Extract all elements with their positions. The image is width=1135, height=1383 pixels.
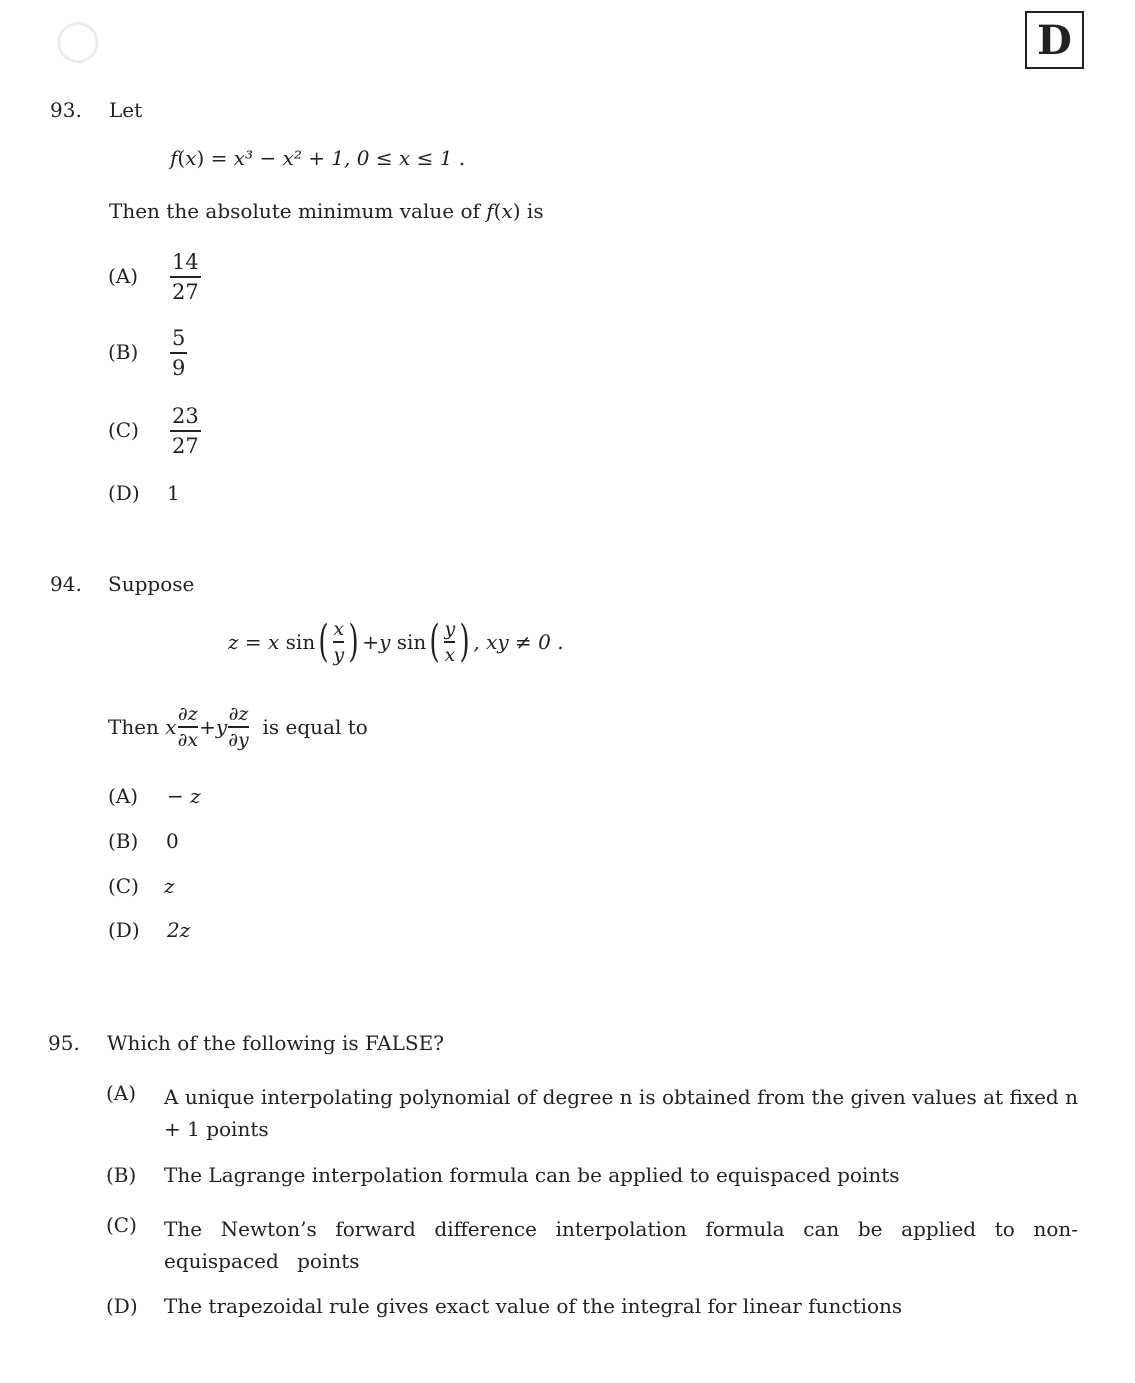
q93-option-b-label: (B) [108, 340, 139, 364]
q94-option-b-label: (B) [108, 829, 139, 853]
q93-option-c-label: (C) [108, 418, 139, 442]
denominator: y [333, 643, 345, 666]
q95-option-a-text: A unique interpolating polynomial of degree n is obtained from the given values at fixed n + 1 points [164, 1085, 1078, 1141]
denominator: x [444, 643, 456, 666]
q95-option-a-label: (A) [106, 1081, 137, 1105]
q95-option-b-label: (B) [106, 1163, 137, 1187]
fraction-numerator: 14 [172, 250, 199, 274]
formula-sin-1: sin [285, 629, 316, 654]
q93-option-a-fraction [170, 248, 201, 306]
numerator: y [444, 618, 456, 640]
q95-option-b-text: The Lagrange interpolation formula can be applied to equispaced points [164, 1163, 900, 1187]
stem-f: f [486, 199, 494, 223]
q94-option-c-label: (C) [108, 874, 139, 898]
formula-equals: = [244, 629, 262, 654]
formula-y-over-x [444, 617, 455, 667]
question-94-formula: z = x sin ( x y ) + y sin ( y x ) , xy ≠ 0 . [228, 615, 564, 667]
stem-y: y [215, 714, 228, 739]
question-94-intro: Suppose [108, 572, 195, 596]
question-94-then-text: Then [108, 714, 159, 739]
question-93-then-text: Then the absolute minimum value of [109, 199, 480, 223]
numerator: ∂z [177, 703, 198, 725]
formula-y: y [379, 629, 391, 654]
q94-option-b-value: 0 [166, 829, 179, 853]
q93-option-d-value: 1 [167, 481, 180, 505]
fraction-denominator: 27 [172, 279, 199, 304]
question-94-equal-to: is equal to [262, 714, 368, 739]
formula-rhs: x³ − x² + 1, 0 ≤ x ≤ 1 . [233, 146, 466, 170]
numerator: x [333, 618, 345, 640]
formula-sin-2: sin [396, 629, 427, 654]
q95-option-c-label: (C) [106, 1213, 137, 1237]
paper-code-box: D [1025, 11, 1084, 69]
q93-option-c-fraction [170, 402, 201, 460]
formula-condition: , xy ≠ 0 . [473, 629, 564, 654]
faded-stamp-mark: ◯ [55, 16, 101, 63]
question-93-is-text: is [526, 199, 544, 223]
stem-dz-dx [178, 702, 199, 752]
formula-f: f [170, 146, 178, 170]
fraction-numerator: 23 [172, 404, 199, 428]
q95-option-c-text: The Newton’s forward difference interpolation formula can be applied to non-equispaced points [164, 1217, 1078, 1273]
stem-x: x [165, 714, 177, 739]
question-93-stem: Then the absolute minimum value of f ( x ) is [109, 199, 544, 223]
q95-option-d-label: (D) [106, 1294, 138, 1318]
question-95-number: 95. [48, 1031, 80, 1055]
question-93-number: 93. [50, 98, 82, 122]
denominator: ∂y [228, 728, 249, 751]
q94-option-d-value: 2z [167, 918, 191, 942]
question-93-intro: Let [109, 98, 143, 122]
denominator: ∂x [177, 728, 199, 751]
question-94-stem [108, 702, 368, 752]
q93-option-d-label: (D) [108, 481, 140, 505]
stem-x: x [501, 199, 513, 223]
fraction-numerator: 5 [172, 326, 186, 350]
question-93-formula: f ( x ) = x³ − x² + 1, 0 ≤ x ≤ 1 . [170, 146, 466, 170]
formula-x-over-y [333, 617, 344, 667]
fraction-denominator: 9 [172, 355, 186, 380]
question-95-text: Which of the following is FALSE? [107, 1031, 444, 1055]
q93-option-a-label: (A) [108, 264, 139, 288]
stem-dz-dy [228, 702, 249, 752]
q95-option-d-text: The trapezoidal rule gives exact value of the integral for linear functions [164, 1294, 903, 1318]
formula-plus: + [362, 629, 380, 654]
question-94-number: 94. [50, 572, 82, 596]
stem-plus: + [199, 714, 216, 739]
fraction-denominator: 27 [172, 433, 199, 458]
q94-option-a-label: (A) [108, 784, 139, 808]
numerator: ∂z [228, 703, 249, 725]
formula-x: x [268, 629, 280, 654]
formula-z: z [228, 629, 239, 654]
q94-option-d-label: (D) [108, 918, 140, 942]
q94-option-a-value: − z [167, 784, 201, 808]
formula-x: x [185, 146, 197, 170]
q93-option-b-fraction [170, 324, 187, 382]
q94-option-c-value: z [164, 874, 175, 898]
